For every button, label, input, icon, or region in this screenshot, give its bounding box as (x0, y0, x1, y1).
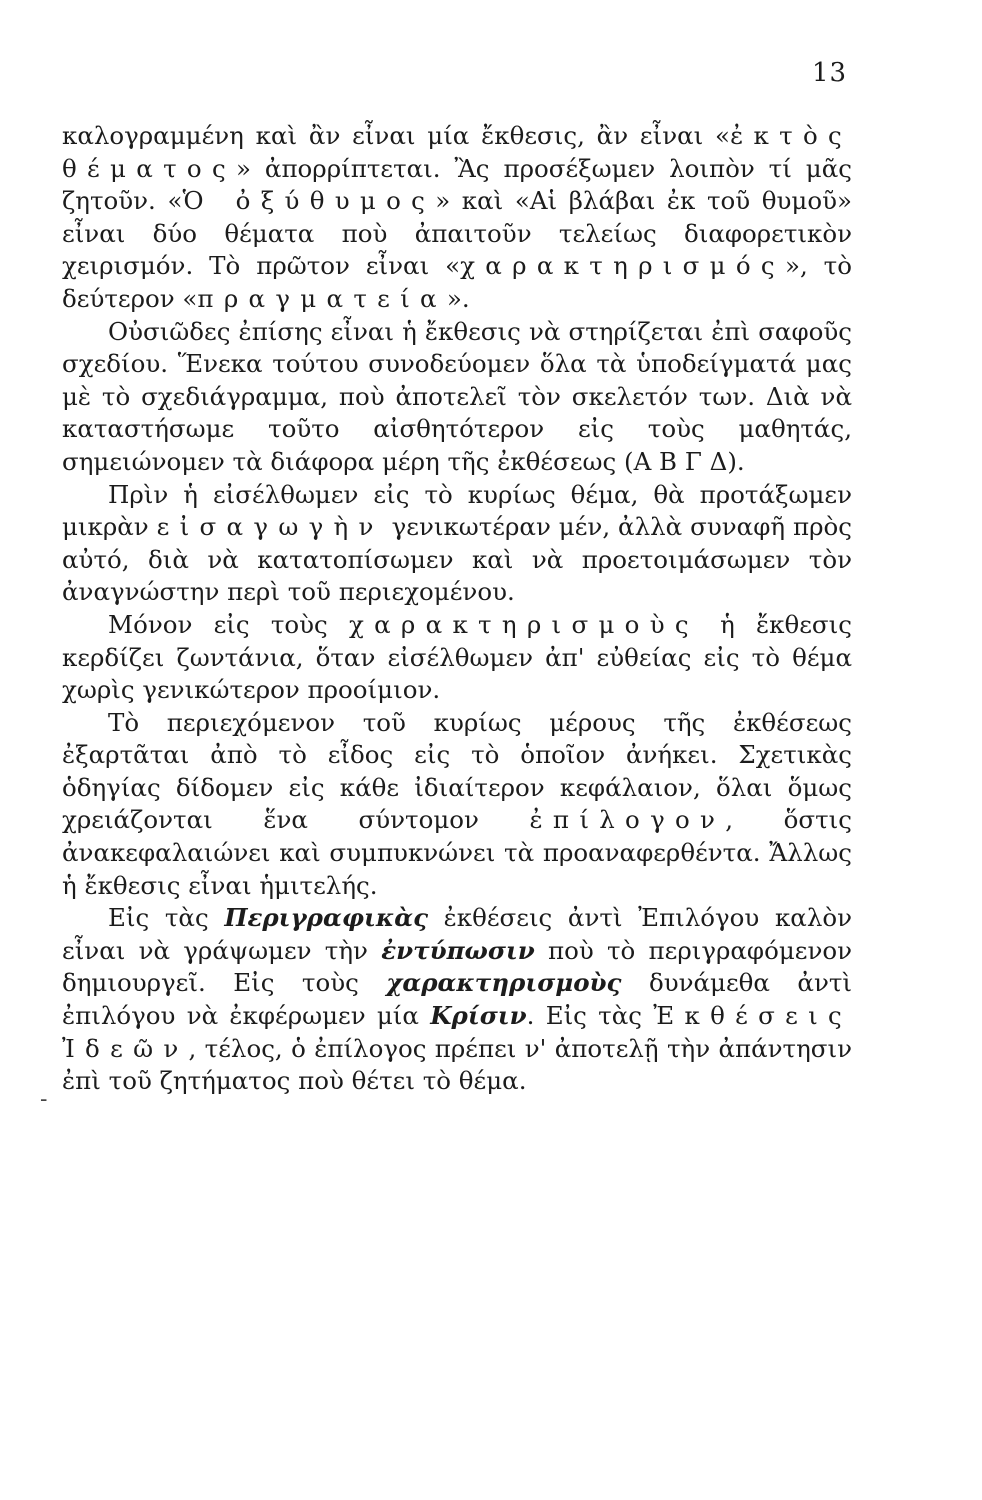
text-run: , τέλος, ὁ ἐπίλογος πρέπει ν' ἀποτελῇ τὴν ἀπάντησιν ἐπὶ τοῦ ζητήματος ποὺ θέτει τὸ θέμα. (62, 1033, 852, 1096)
text-run: ἐκθέσεις ἀντὶ Ἐπιλόγου καλὸν εἶναι νὰ γράψωμεν τὴν (62, 903, 852, 965)
paragraph-3 (62, 479, 852, 609)
bold-italic-term: Περιγραφικὰς (224, 903, 428, 933)
paragraph-6 (62, 902, 852, 1098)
text-run: Πρὶν ἡ εἰσέλθωμεν εἰς τὸ κυρίως θέμα, θὰ προτάξωμεν μικρὰν (62, 479, 852, 542)
bold-italic-term: ἐντύπωσιν (381, 935, 535, 965)
paragraph-2 (62, 316, 852, 479)
bold-italic-term: Κρίσιν (430, 1001, 527, 1031)
text-run: », τὸ δεύτερον « (62, 251, 852, 313)
text-run: ἡ ἔκθεσις κερδίζει ζωντάνια, ὅταν εἰσέλθωμεν ἀπ' εὐθείας εἰς τὸ θέμα χωρὶς γενικώτερον προοίμιον. (62, 609, 852, 705)
paragraph-1 (62, 120, 852, 316)
text-run: καλογραμμένη καὶ ἂν εἶναι μία ἔκθεσις, ἂν εἶναι « (62, 121, 731, 150)
spaced-emphasis-text: ἐπίλογον (529, 805, 726, 835)
text-run: δυνάμεθα ἀντὶ ἐπιλόγου νὰ ἐκφέρωμεν μία (62, 968, 852, 1031)
text-run: Μόνον εἰς τοὺς (108, 609, 349, 639)
spaced-emphasis-text: πραγματεία (197, 283, 447, 313)
paragraph-5 (62, 707, 852, 903)
text-run: » ἀπορρίπτεται. Ἂς προσέξωμεν λοιπὸν τί μᾶς ζητοῦν. « (62, 153, 852, 216)
margin-mark: - (40, 1087, 48, 1112)
text-run: Τὸ περιεχόμενον τοῦ κυρίως μέρους τῆς ἐκθέσεως ἐξαρτᾶται ἀπὸ τὸ εἶδος εἰς τὸ ὁποῖον ἀνήκει. Σχετικὰς ὁδηγίας δίδομεν εἰς κάθε ἰδιαίτερον κεφάλαιον, ὅλαι ὅμως χρειάζονται ἕνα σύντομον (62, 707, 852, 835)
spaced-emphasis-text: χαρακτηρισμός (460, 251, 785, 281)
spaced-emphasis-text: χαρακτηρισμοὺς (348, 609, 699, 639)
spaced-emphasis-text: Ἐκθέσεις Ἰδεῶν (62, 1001, 853, 1063)
paragraph-4 (62, 609, 852, 707)
body-text (62, 120, 852, 1098)
text-run: ποὺ τὸ περιγραφόμενον δημιουργεῖ. Εἰς τοὺς (62, 935, 852, 998)
text-run: Εἰς τὰς (108, 903, 225, 933)
spaced-emphasis-text: εἰσαγωγὴν (156, 512, 384, 542)
text-run: » καὶ «Αἱ βλάβαι ἐκ τοῦ θυμοῦ» εἶναι δύο θέματα ποὺ ἀπαιτοῦν τελείως διαφορετικὸν χειρισμόν. Τὸ πρῶτον εἶναι « (62, 186, 852, 281)
text-run: ». (446, 283, 470, 313)
text-run: Οὐσιῶδες ἐπίσης εἶναι ἡ ἔκθεσις νὰ στηρίζεται ἐπὶ σαφοῦς σχεδίου. Ἕνεκα τούτου συνοδεύομεν ὅλα τὰ ὑποδείγματά μας μὲ τὸ σχεδιάγραμμα, ποὺ ἀποτελεῖ τὸν σκελετόν των. Διὰ νὰ καταστήσωμε τοῦτο αἰσθητότερον εἰς τοὺς μαθητάς, σημειώνομεν τὰ διάφορα μέρη τῆς ἐκθέσεως (Α Β Γ Δ). (62, 316, 852, 476)
text-run: . Εἰς τὰς (526, 1001, 654, 1031)
text-run: γενικωτέραν μέν, ἀλλὰ συναφῆ πρὸς αὐτό, διὰ νὰ κατατοπίσωμεν καὶ νὰ προετοιμάσωμεν τὸν ἀναγνώστην περὶ τοῦ περιεχομένου. (62, 512, 852, 607)
spaced-emphasis-text: Ὁ ὀξύθυμος (182, 186, 436, 216)
spaced-emphasis-text: ἐκτὸς θέματος (62, 121, 852, 183)
page-number: 13 (812, 58, 848, 88)
bold-italic-term: χαρακτηρισμοὺς (386, 968, 622, 998)
text-run: , ὅστις ἀνακεφαλαιώνει καὶ συμπυκνώνει τὰ προαναφερθέντα. Ἄλλως ἡ ἔκθεσις εἶναι ἡμιτελής. (62, 805, 852, 900)
